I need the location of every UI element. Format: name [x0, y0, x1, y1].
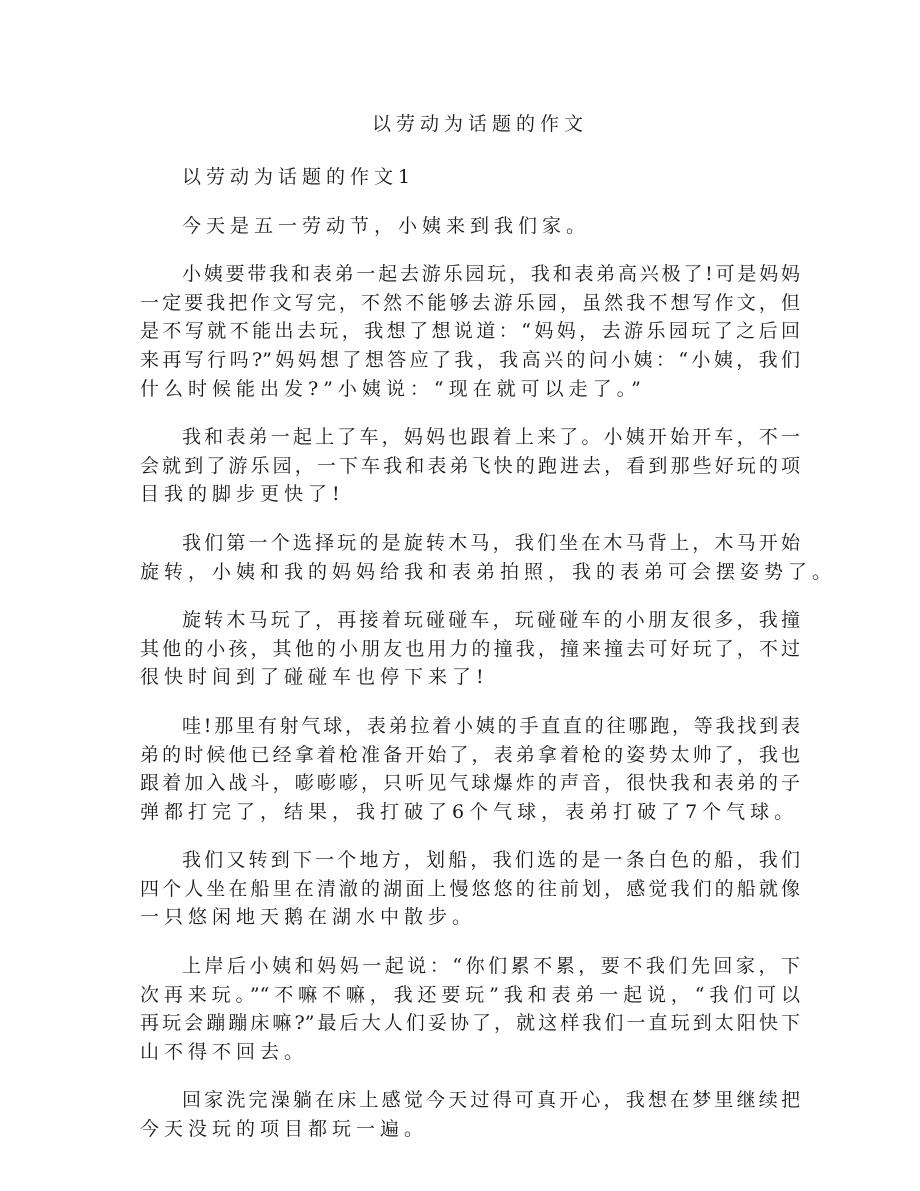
paragraph — [140, 846, 800, 932]
text-line: 今天是五一劳动节，小姨来到我们家。 — [182, 214, 591, 237]
text-line: 以劳动为话题的作文1 — [182, 166, 416, 188]
text-line: 哇!那里有射气球，表弟拉着小姨的手直直的往哪跑，等我找到表 — [182, 714, 800, 737]
paragraph — [140, 606, 800, 692]
text-line: 弟的时候他已经拿着枪准备开始了，表弟拿着枪的姿势太帅了，我也 — [140, 743, 800, 766]
text-line: 次再来玩。”“不嘛不嘛，我还要玩”我和表弟一起说，“我们可以 — [140, 983, 800, 1006]
paragraph — [140, 1086, 800, 1143]
text-line: 山不得不回去。 — [140, 1040, 309, 1063]
paragraph — [140, 529, 837, 586]
paragraph — [140, 423, 800, 509]
text-line: 来再写行吗?”妈妈想了想答应了我，我高兴的问小姨：“小姨，我们 — [140, 348, 800, 371]
text-line: 一只悠闲地天鹅在湖水中散步。 — [140, 906, 477, 929]
document-page — [140, 110, 837, 1164]
paragraph — [140, 712, 800, 826]
text-line: 回家洗完澡躺在床上感觉今天过得可真开心，我想在梦里继续把 — [182, 1089, 800, 1112]
text-line: 很快时间到了碰碰车也停下来了! — [140, 666, 489, 689]
text-line: 上岸后小姨和妈妈一起说：“你们累不累，要不我们先回家，下 — [182, 955, 800, 978]
text-line: 弹都打完了，结果，我打破了6个气球，表弟打破了7个气球。 — [140, 800, 799, 823]
text-line: 旋转，小姨和我的妈妈给我和表弟拍照，我的表弟可会摆姿势了。 — [140, 560, 837, 583]
paragraph — [140, 952, 800, 1066]
text-line: 目我的脚步更快了! — [140, 483, 345, 506]
text-line: 我们第一个选择玩的是旋转木马，我们坐在木马背上，木马开始 — [182, 531, 800, 554]
text-line: 小姨要带我和表弟一起去游乐园玩，我和表弟高兴极了!可是妈妈 — [182, 263, 800, 286]
text-line: 会就到了游乐园，一下车我和表弟飞快的跑进去，看到那些好玩的项 — [140, 454, 800, 477]
text-line: 什么时候能出发?”小姨说：“现在就可以走了。” — [140, 377, 646, 400]
document-body — [140, 163, 837, 1144]
section-heading — [140, 163, 800, 192]
text-line: 是不写就不能出去玩，我想了想说道：“妈妈，去游乐园玩了之后回 — [140, 320, 800, 343]
text-line: 再玩会蹦蹦床嘛?”最后大人们妥协了，就这样我们一直玩到太阳快下 — [140, 1012, 800, 1035]
text-line: 今天没玩的项目都玩一遍。 — [140, 1118, 429, 1141]
text-line: 其他的小孩，其他的小朋友也用力的撞我，撞来撞去可好玩了，不过 — [140, 637, 800, 660]
paragraph — [140, 260, 800, 403]
text-line: 跟着加入战斗，嘭嘭嘭，只听见气球爆炸的声音，很快我和表弟的子 — [140, 772, 800, 795]
document-title: 以劳动为话题的作文 — [371, 113, 588, 135]
text-line: 我们又转到下一个地方，划船，我们选的是一条白色的船，我们 — [182, 849, 800, 872]
text-line: 旋转木马玩了，再接着玩碰碰车，玩碰碰车的小朋友很多，我撞 — [182, 609, 800, 632]
text-line: 四个人坐在船里在清澈的湖面上慢悠悠的往前划，感觉我们的船就像 — [140, 877, 800, 900]
paragraph — [140, 212, 800, 241]
text-line: 一定要我把作文写完，不然不能够去游乐园，虽然我不想写作文，但 — [140, 291, 800, 314]
text-line: 我和表弟一起上了车，妈妈也跟着上来了。小姨开始开车，不一 — [182, 426, 800, 449]
